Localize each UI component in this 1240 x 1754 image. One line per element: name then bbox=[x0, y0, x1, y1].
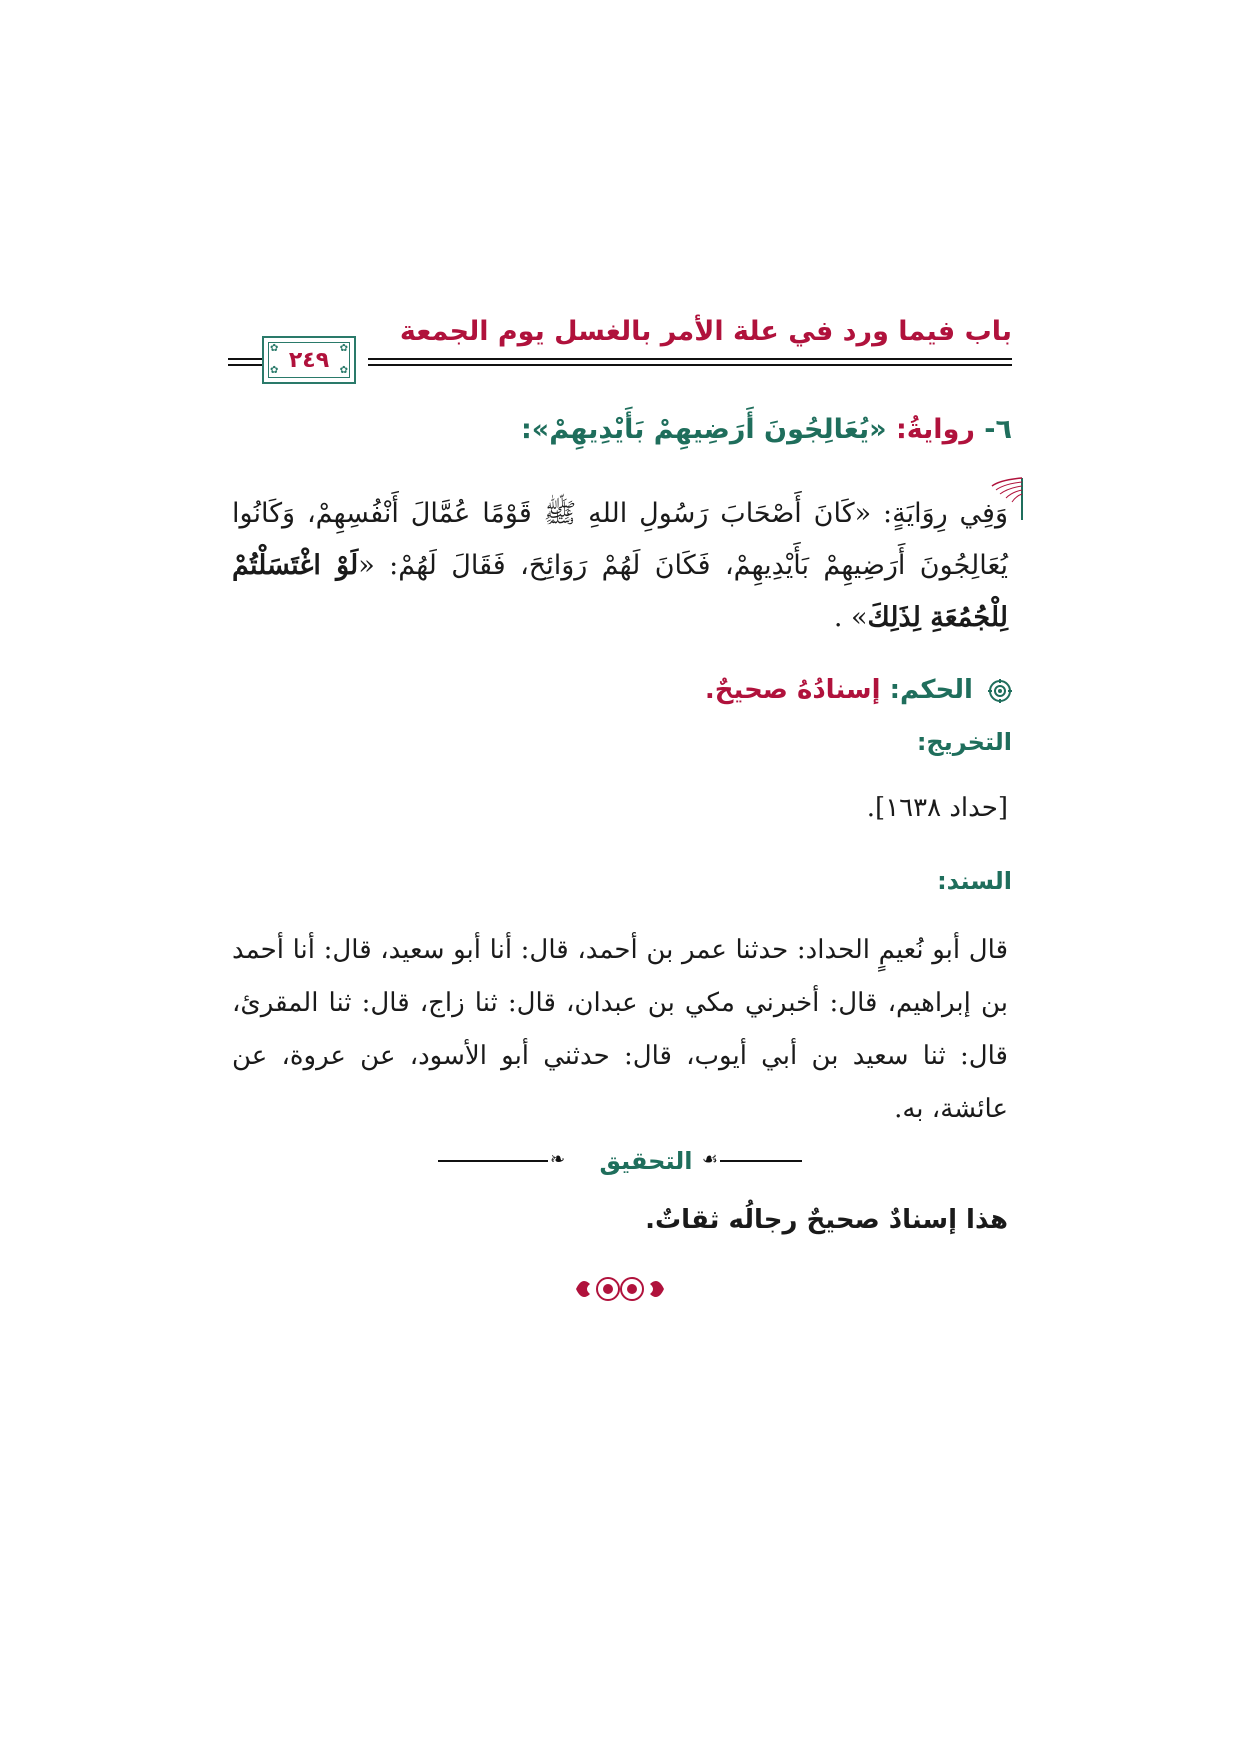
header-rule-left-bottom bbox=[228, 364, 262, 366]
flower-ornament-icon bbox=[988, 679, 1012, 703]
sanad-heading: السند: bbox=[937, 867, 1012, 895]
tahqiq-divider bbox=[438, 1143, 802, 1179]
header-rule-left-top bbox=[228, 358, 262, 360]
sanad-text: قال أبو نُعيمٍ الحداد: حدثنا عمر بن أحمد، قال: أنا أبو سعيد، قال: أنا أحمد بن إبراهيم، قال: أخبرني مكي بن عبدان، قال: ثنا زاج، قال: ثنا المقرئ، قال: ثنا سعيد بن أبي أيوب، قال: حدثني أبو الأسود، عن عروة، عن عائشة، به. bbox=[232, 935, 1008, 1124]
divider-line-right bbox=[720, 1160, 802, 1162]
hadith-outro: » . bbox=[833, 602, 868, 633]
end-ornament-icon bbox=[572, 1272, 668, 1306]
frame-corner-icon: ✿ bbox=[270, 343, 279, 354]
section-heading bbox=[252, 408, 1012, 452]
section-quote: «يُعَالِجُونَ أَرَضِيهِمْ بَأَيْدِيهِمْ»: bbox=[520, 414, 887, 445]
hukm-value: إسنادُهُ صحيحٌ. bbox=[704, 675, 881, 705]
header-rule-top bbox=[368, 358, 1012, 360]
frame-corner-icon: ✿ bbox=[270, 365, 279, 376]
header-rule-bottom bbox=[368, 364, 1012, 366]
hadith-intro: وَفِي رِوَايَةٍ: «كَانَ أَصْحَابَ رَسُولِ اللهِ ﷺ قَوْمًا عُمَّالَ أَنْفُسِهِمْ، وَكَانُوا يُعَالِجُونَ أَرَضِيهِمْ بَأَيْدِيهِمْ، فَكَانَ لَهُمْ رَوَائِحَ، فَقَالَ لَهُمْ: « bbox=[232, 498, 1008, 581]
tahqiq-verdict: هذا إسنادٌ صحيحٌ رجالُه ثقاتٌ. bbox=[645, 1205, 1008, 1235]
frame-corner-icon: ✿ bbox=[339, 343, 348, 354]
hukm-line bbox=[252, 670, 1012, 710]
page-number-frame bbox=[262, 336, 356, 384]
tahqiq-label: التحقيق bbox=[599, 1147, 693, 1175]
running-header-title: باب فيما ورد في علة الأمر بالغسل يوم الجمعة bbox=[399, 316, 1012, 347]
takhrij-reference: [حداد ١٦٣٨]. bbox=[866, 793, 1008, 823]
hukm-label: الحكم: bbox=[889, 675, 973, 705]
divider-scroll-icon: ❧ bbox=[550, 1149, 566, 1170]
section-number: ٦- bbox=[984, 414, 1012, 445]
takhrij-heading: التخريج: bbox=[916, 728, 1012, 756]
divider-line-left bbox=[438, 1160, 548, 1162]
hadith-text bbox=[232, 488, 1008, 644]
divider-scroll-icon: ☙ bbox=[701, 1149, 718, 1170]
page-number: ٢٤٩ bbox=[288, 347, 330, 373]
section-label: روايةُ: bbox=[896, 414, 975, 445]
frame-corner-icon: ✿ bbox=[339, 365, 348, 376]
hadith-bold-quote: لَوْ اغْتَسَلْتُمْ لِلْجُمُعَةِ لِذَلِكَ bbox=[232, 550, 1008, 633]
